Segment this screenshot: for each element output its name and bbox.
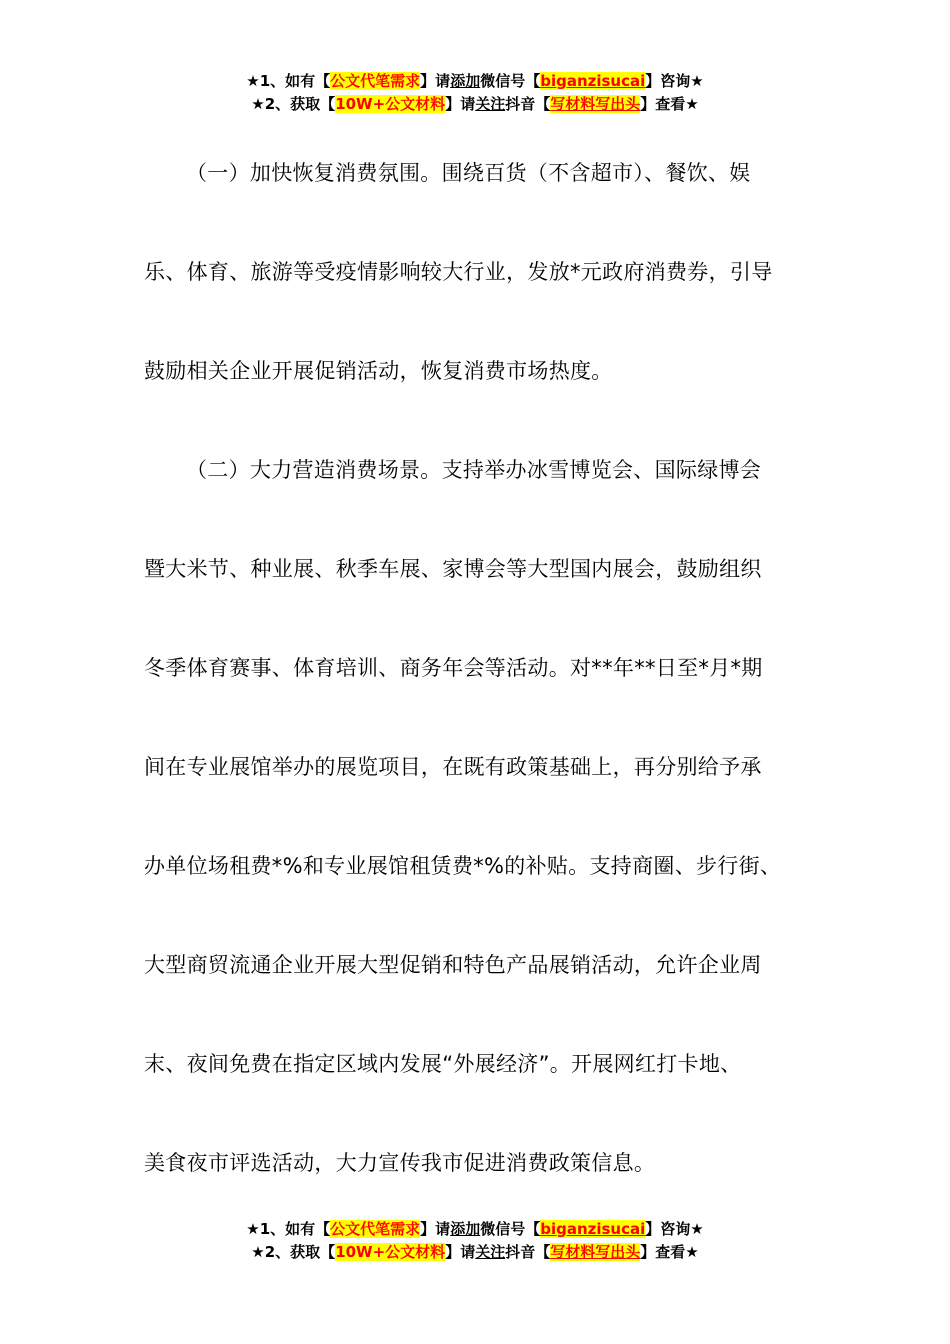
banner-text: 】查看★ bbox=[640, 95, 699, 113]
banner-text: 】查看★ bbox=[640, 1243, 699, 1261]
text-line: （二）大力营造消费场景。支持举办冰雪博览会、国际绿博会 bbox=[186, 458, 762, 482]
text-line: 冬季体育赛事、体育培训、商务年会等活动。对**年**日至*月*期 bbox=[144, 656, 763, 680]
banner-highlight: 公文代笔需求 bbox=[330, 1220, 421, 1238]
banner-text: ★2、获取【 bbox=[251, 1243, 336, 1261]
banner-line-2 bbox=[0, 1241, 950, 1264]
banner-text: 微信号【 bbox=[480, 72, 541, 90]
text-line: 乐、体育、旅游等受疫情影响较大行业，发放*元政府消费券，引导 bbox=[144, 260, 773, 284]
document-body bbox=[144, 124, 824, 1213]
header-banner bbox=[0, 70, 950, 116]
banner-text: 】请 bbox=[420, 72, 451, 90]
banner-text: 】请 bbox=[420, 1220, 451, 1238]
douyin-account: 写材料写出头 bbox=[550, 1243, 641, 1261]
banner-line-2 bbox=[0, 93, 950, 116]
banner-underline: 添加 bbox=[450, 72, 481, 90]
text-line: （一）加快恢复消费氛围。围绕百货（不含超市）、餐饮、娱 bbox=[186, 161, 751, 185]
banner-text: 抖音【 bbox=[505, 1243, 551, 1261]
banner-highlight: 公文代笔需求 bbox=[330, 72, 421, 90]
banner-underline: 添加 bbox=[450, 1220, 481, 1238]
wechat-id: biganzisucai bbox=[540, 1220, 646, 1238]
banner-text: 微信号【 bbox=[480, 1220, 541, 1238]
banner-text: ★2、获取【 bbox=[251, 95, 336, 113]
banner-text: 】咨询★ bbox=[645, 72, 704, 90]
text-line: 暨大米节、种业展、秋季车展、家博会等大型国内展会，鼓励组织 bbox=[144, 557, 762, 581]
banner-highlight: 10W+公文材料 bbox=[335, 1243, 446, 1261]
text-line: 大型商贸流通企业开展大型促销和特色产品展销活动，允许企业周 bbox=[144, 953, 762, 977]
wechat-id: biganzisucai bbox=[540, 72, 646, 90]
banner-text: ★1、如有【 bbox=[246, 72, 331, 90]
text-line: 美食夜市评选活动，大力宣传我市促进消费政策信息。 bbox=[144, 1151, 656, 1175]
banner-highlight: 10W+公文材料 bbox=[335, 95, 446, 113]
banner-text: 】请 bbox=[445, 1243, 476, 1261]
banner-text: 抖音【 bbox=[505, 95, 551, 113]
banner-line-1 bbox=[0, 70, 950, 93]
text-line: 末、夜间免费在指定区域内发展“外展经济”。开展网红打卡地、 bbox=[144, 1052, 742, 1076]
banner-text: 】咨询★ bbox=[645, 1220, 704, 1238]
banner-text: 】请 bbox=[445, 95, 476, 113]
footer-banner bbox=[0, 1218, 950, 1264]
text-line: 间在专业展馆举办的展览项目，在既有政策基础上，再分别给予承 bbox=[144, 755, 762, 779]
banner-line-1 bbox=[0, 1218, 950, 1241]
douyin-account: 写材料写出头 bbox=[550, 95, 641, 113]
banner-text: ★1、如有【 bbox=[246, 1220, 331, 1238]
text-line: 鼓励相关企业开展促销活动，恢复消费市场热度。 bbox=[144, 359, 613, 383]
banner-underline: 关注 bbox=[475, 1243, 506, 1261]
paragraph-1 bbox=[144, 124, 824, 421]
paragraph-2 bbox=[144, 421, 824, 1213]
text-line: 办单位场租费*%和专业展馆租赁费*%的补贴。支持商圈、步行街、 bbox=[144, 854, 782, 878]
banner-underline: 关注 bbox=[475, 95, 506, 113]
